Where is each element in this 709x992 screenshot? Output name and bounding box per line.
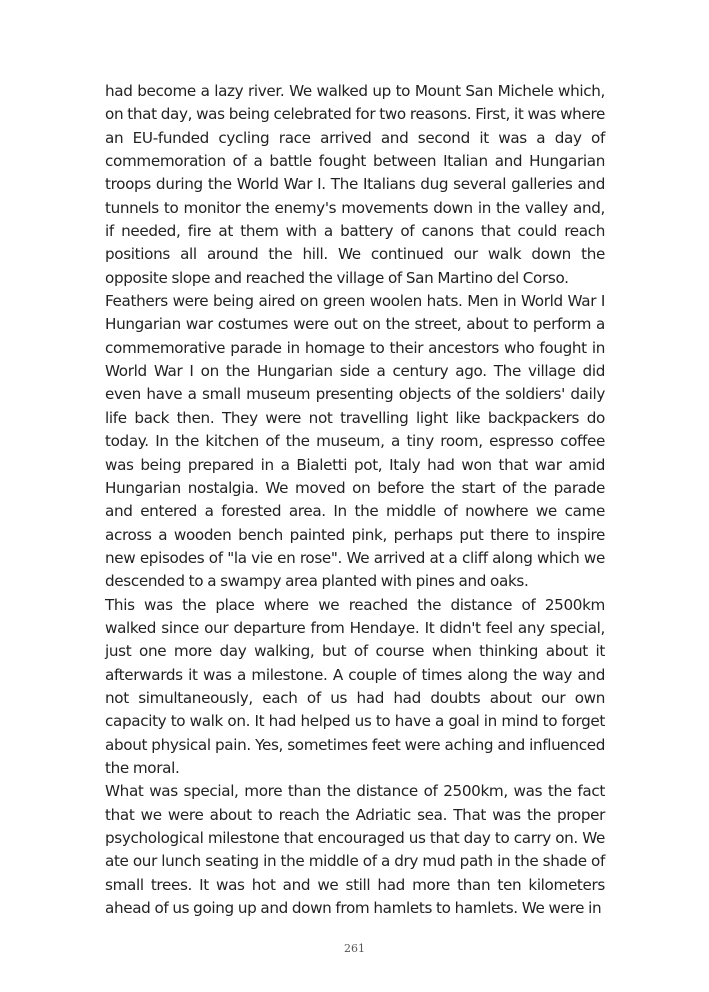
- body-text: [105, 80, 605, 920]
- paragraph-3: This was the place where we reached the distance of 2500km walked since our departure from Hendaye. It didn't feel any special, just one more day walking, but of course when thinking about it afterwards it was a milestone. A couple of times along the way and not simultaneously, each of us had had doubts about our own capacity to walk on. It had helped us to have a goal in mind to forget about physical pain. Yes, sometimes feet were aching and influenced the moral.: [105, 595, 605, 777]
- paragraph-1: had become a lazy river. We walked up to Mount San Michele which, on that day, was being celebrated for two reasons. First, it was where an EU-funded cycling race arrived and second it was a day of commemoration of a battle fought between Italian and Hungarian troops during the World War I. The Italians dug several galleries and tunnels to monitor the enemy's movements down in the valley and, if needed, fire at them with a battery of canons that could reach positions all around the hill. We continued our walk down the opposite slope and reached the village of San Martino del Corso.: [105, 82, 605, 287]
- paragraph-2: Feathers were being aired on green woolen hats. Men in World War I Hungarian war costumes were out on the street, about to perform a commemorative parade in homage to their ancestors who fought in World War I on the Hungarian side a century ago. The village did even have a small museum presenting objects of the soldiers' daily life back then. They were not travelling light like backpackers do today. In the kitchen of the museum, a tiny room, espresso coffee was being prepared in a Bialetti pot, Italy had won that war amid Hungarian nostalgia. We moved on before the start of the parade and entered a forested area. In the middle of nowhere we came across a wooden bench painted pink, perhaps put there to inspire new episodes of "la vie en rose". We arrived at a cliff along which we descended to a swampy area planted with pines and oaks.: [105, 292, 605, 591]
- paragraph-4: What was special, more than the distance of 2500km, was the fact that we were about to reach the Adriatic sea. That was the proper psychological milestone that encouraged us that day to carry on. We ate our lunch seating in the middle of a dry mud path in the shade of small trees. It was hot and we still had more than ten kilometers ahead of us going up and down from hamlets to hamlets. We were in: [105, 782, 605, 918]
- page-number: 261: [344, 942, 365, 955]
